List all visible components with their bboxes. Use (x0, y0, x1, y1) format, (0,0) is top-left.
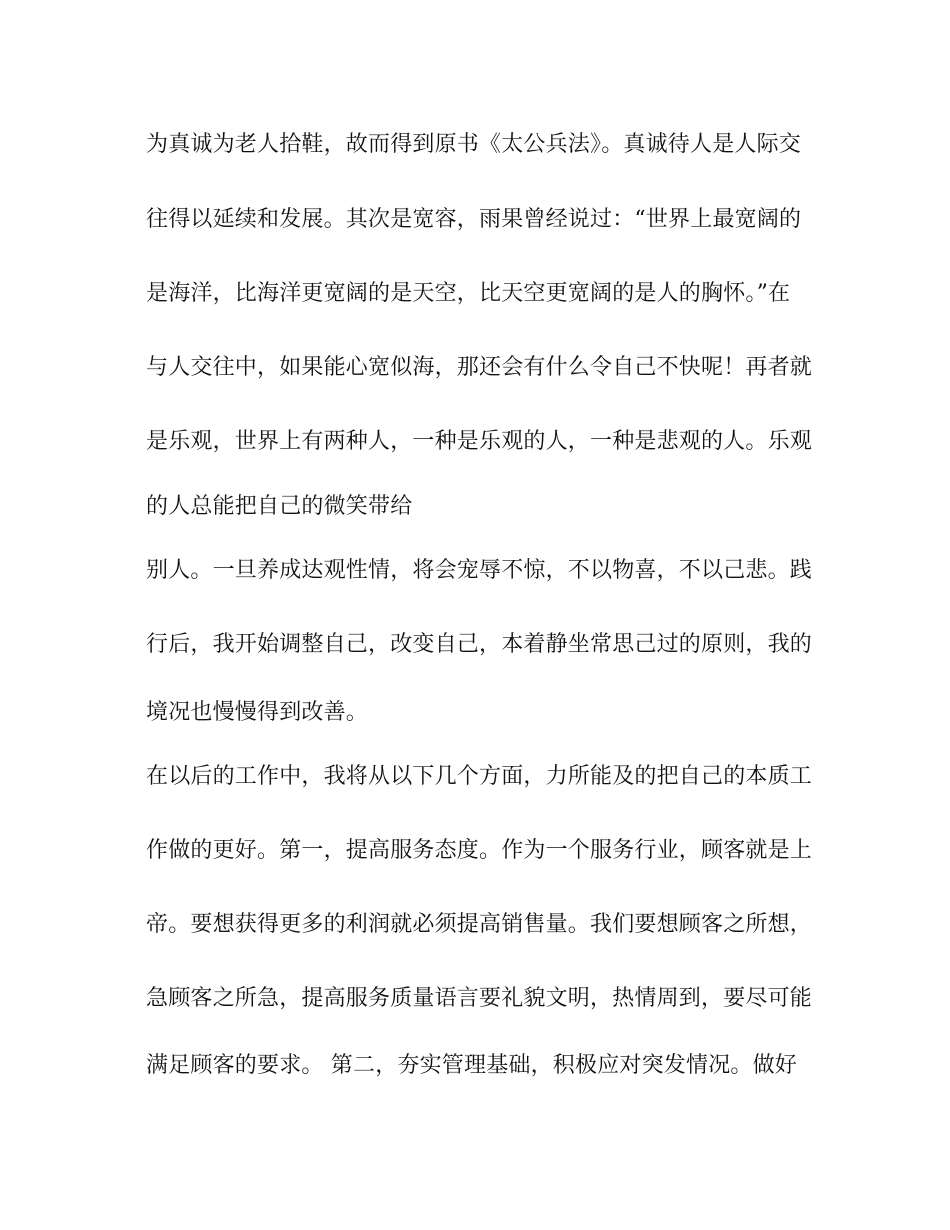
text-line-3: 是海洋，比海洋更宽阔的是天空，比天空更宽阔的是人的胸怀。”在 (146, 281, 791, 306)
text-line-7: 别人。一旦养成达观性情，将会宠辱不惊，不以物喜，不以己悲。践 (146, 558, 813, 583)
text-line-14: 满足顾客的要求。 第二，夯实管理基础，积极应对突发情况。做好 (146, 1053, 797, 1078)
text-line-10: 在以后的工作中，我将从以下几个方面，力所能及的把自己的本质工 (146, 764, 813, 789)
text-line-13: 急顾客之所急，提高服务质量语言要礼貌文明，热情周到，要尽可能 (146, 986, 813, 1011)
text-line-12: 帝。要想获得更多的利润就必须提高销售量。我们要想顾客之所想， (146, 912, 813, 937)
text-line-4: 与人交往中，如果能心宽似海，那还会有什么令自己不快呢！再者就 (146, 355, 813, 380)
text-line-5: 是乐观，世界上有两种人，一种是乐观的人，一种是悲观的人。乐观 (146, 429, 813, 454)
text-line-9: 境况也慢慢得到改善。 (146, 700, 369, 725)
text-line-11: 作做的更好。第一，提高服务态度。作为一个服务行业，顾客就是上 (146, 838, 813, 863)
text-line-2: 往得以延续和发展。其次是宽容，雨果曾经说过：“世界上最宽阔的 (146, 207, 802, 232)
text-line-1: 为真诚为老人拾鞋，故而得到原书《太公兵法》。真诚待人是人际交 (146, 132, 802, 157)
text-line-6: 的人总能把自己的微笑带给 (146, 494, 413, 519)
text-line-8: 行后，我开始调整自己，改变自己，本着静坐常思己过的原则，我的 (146, 632, 813, 657)
